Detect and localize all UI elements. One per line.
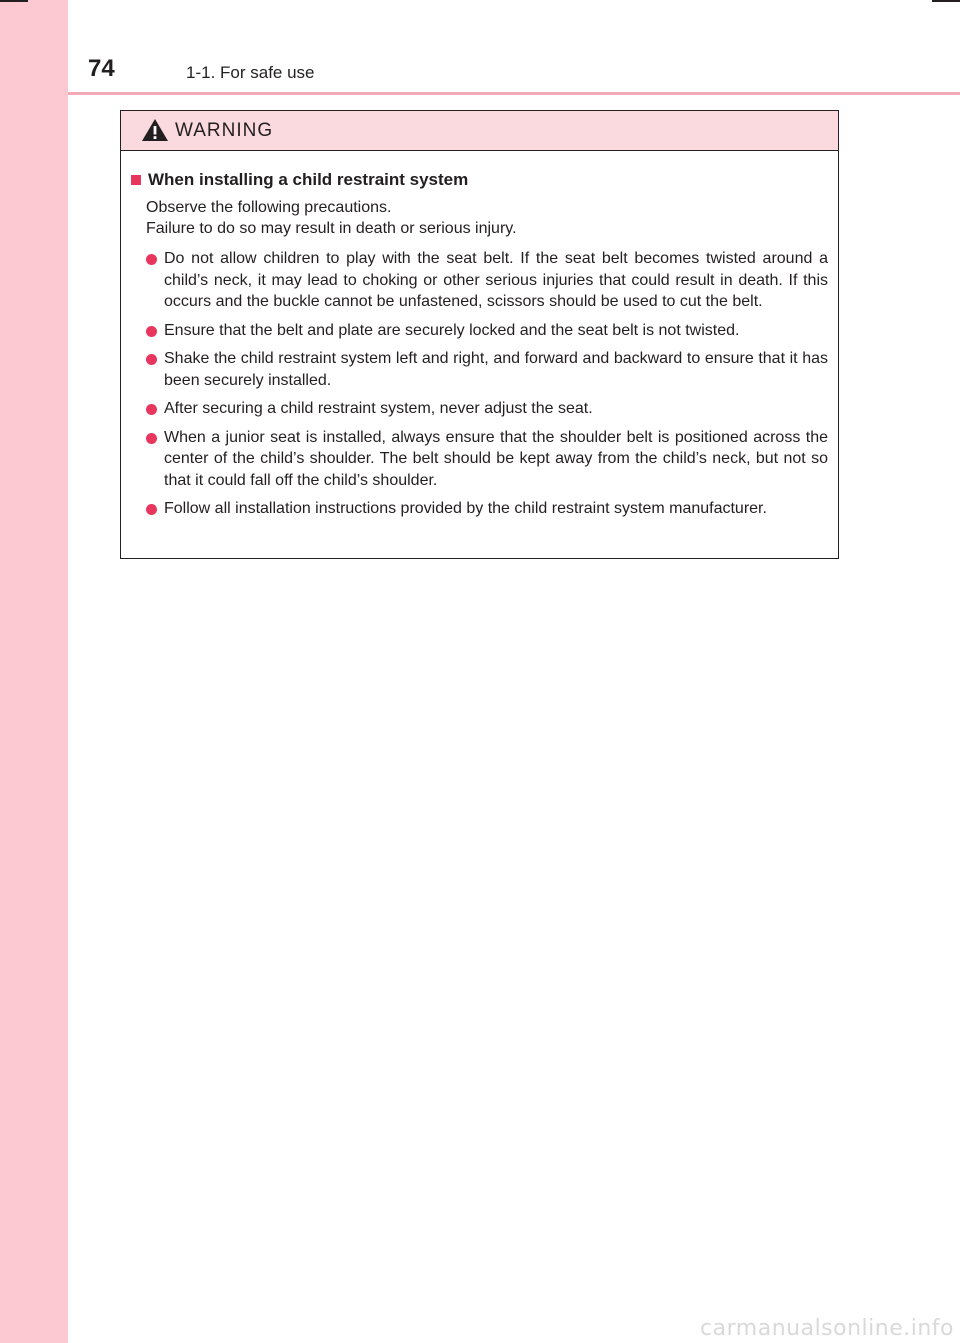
list-item-text: Do not allow children to play with the seat belt. If the seat belt becomes twisted around a child’s neck, it may lead to choking or other serious injuries that could result in death. If this occurs and the buckle cannot be unfastened, scissors should be used to cut the belt. xyxy=(164,250,828,310)
list-item-text: Shake the child restraint system left and right, and forward and backward to ensure that it has been securely installed. xyxy=(164,350,828,389)
warning-label: WARNING xyxy=(175,120,274,141)
list-item xyxy=(146,498,830,520)
warning-box xyxy=(120,110,839,559)
list-item-text: After securing a child restraint system, never adjust the seat. xyxy=(164,400,593,417)
page-number: 74 xyxy=(88,55,115,82)
list-item xyxy=(146,398,830,420)
watermark: carmanualsonline.info xyxy=(700,1316,954,1341)
topic-heading xyxy=(129,169,830,191)
side-color-band xyxy=(0,0,68,1343)
crop-mark-left xyxy=(0,0,28,2)
warning-triangle-icon xyxy=(141,118,169,142)
square-bullet-icon xyxy=(131,175,141,185)
list-item xyxy=(146,427,830,492)
round-bullet-icon xyxy=(146,354,157,365)
list-item-text: When a junior seat is installed, always ensure that the shoulder belt is positioned across the center of the child’s shoulder. The belt should be kept away from the child’s neck, but not so that it could fall off the child’s shoulder. xyxy=(164,428,828,489)
round-bullet-icon xyxy=(146,433,157,444)
round-bullet-icon xyxy=(146,504,157,515)
round-bullet-icon xyxy=(146,254,157,265)
precaution-list xyxy=(129,248,830,520)
round-bullet-icon xyxy=(146,326,157,337)
list-item xyxy=(146,248,830,313)
intro-line-1: Observe the following precautions. xyxy=(146,199,392,216)
list-item xyxy=(146,348,830,391)
intro-line-2: Failure to do so may result in death or serious injury. xyxy=(146,220,517,237)
list-item-text: Ensure that the belt and plate are securely locked and the seat belt is not twisted. xyxy=(164,321,740,339)
page-header xyxy=(68,0,960,96)
warning-body xyxy=(121,151,838,520)
list-item-text: Follow all installation instructions provided by the child restraint system manufacturer. xyxy=(164,500,767,517)
header-rule xyxy=(68,92,960,95)
topic-heading-text: When installing a child restraint system xyxy=(148,170,469,189)
warning-header xyxy=(121,111,838,151)
section-title: 1-1. For safe use xyxy=(186,63,315,82)
list-item xyxy=(146,320,830,342)
round-bullet-icon xyxy=(146,404,157,415)
